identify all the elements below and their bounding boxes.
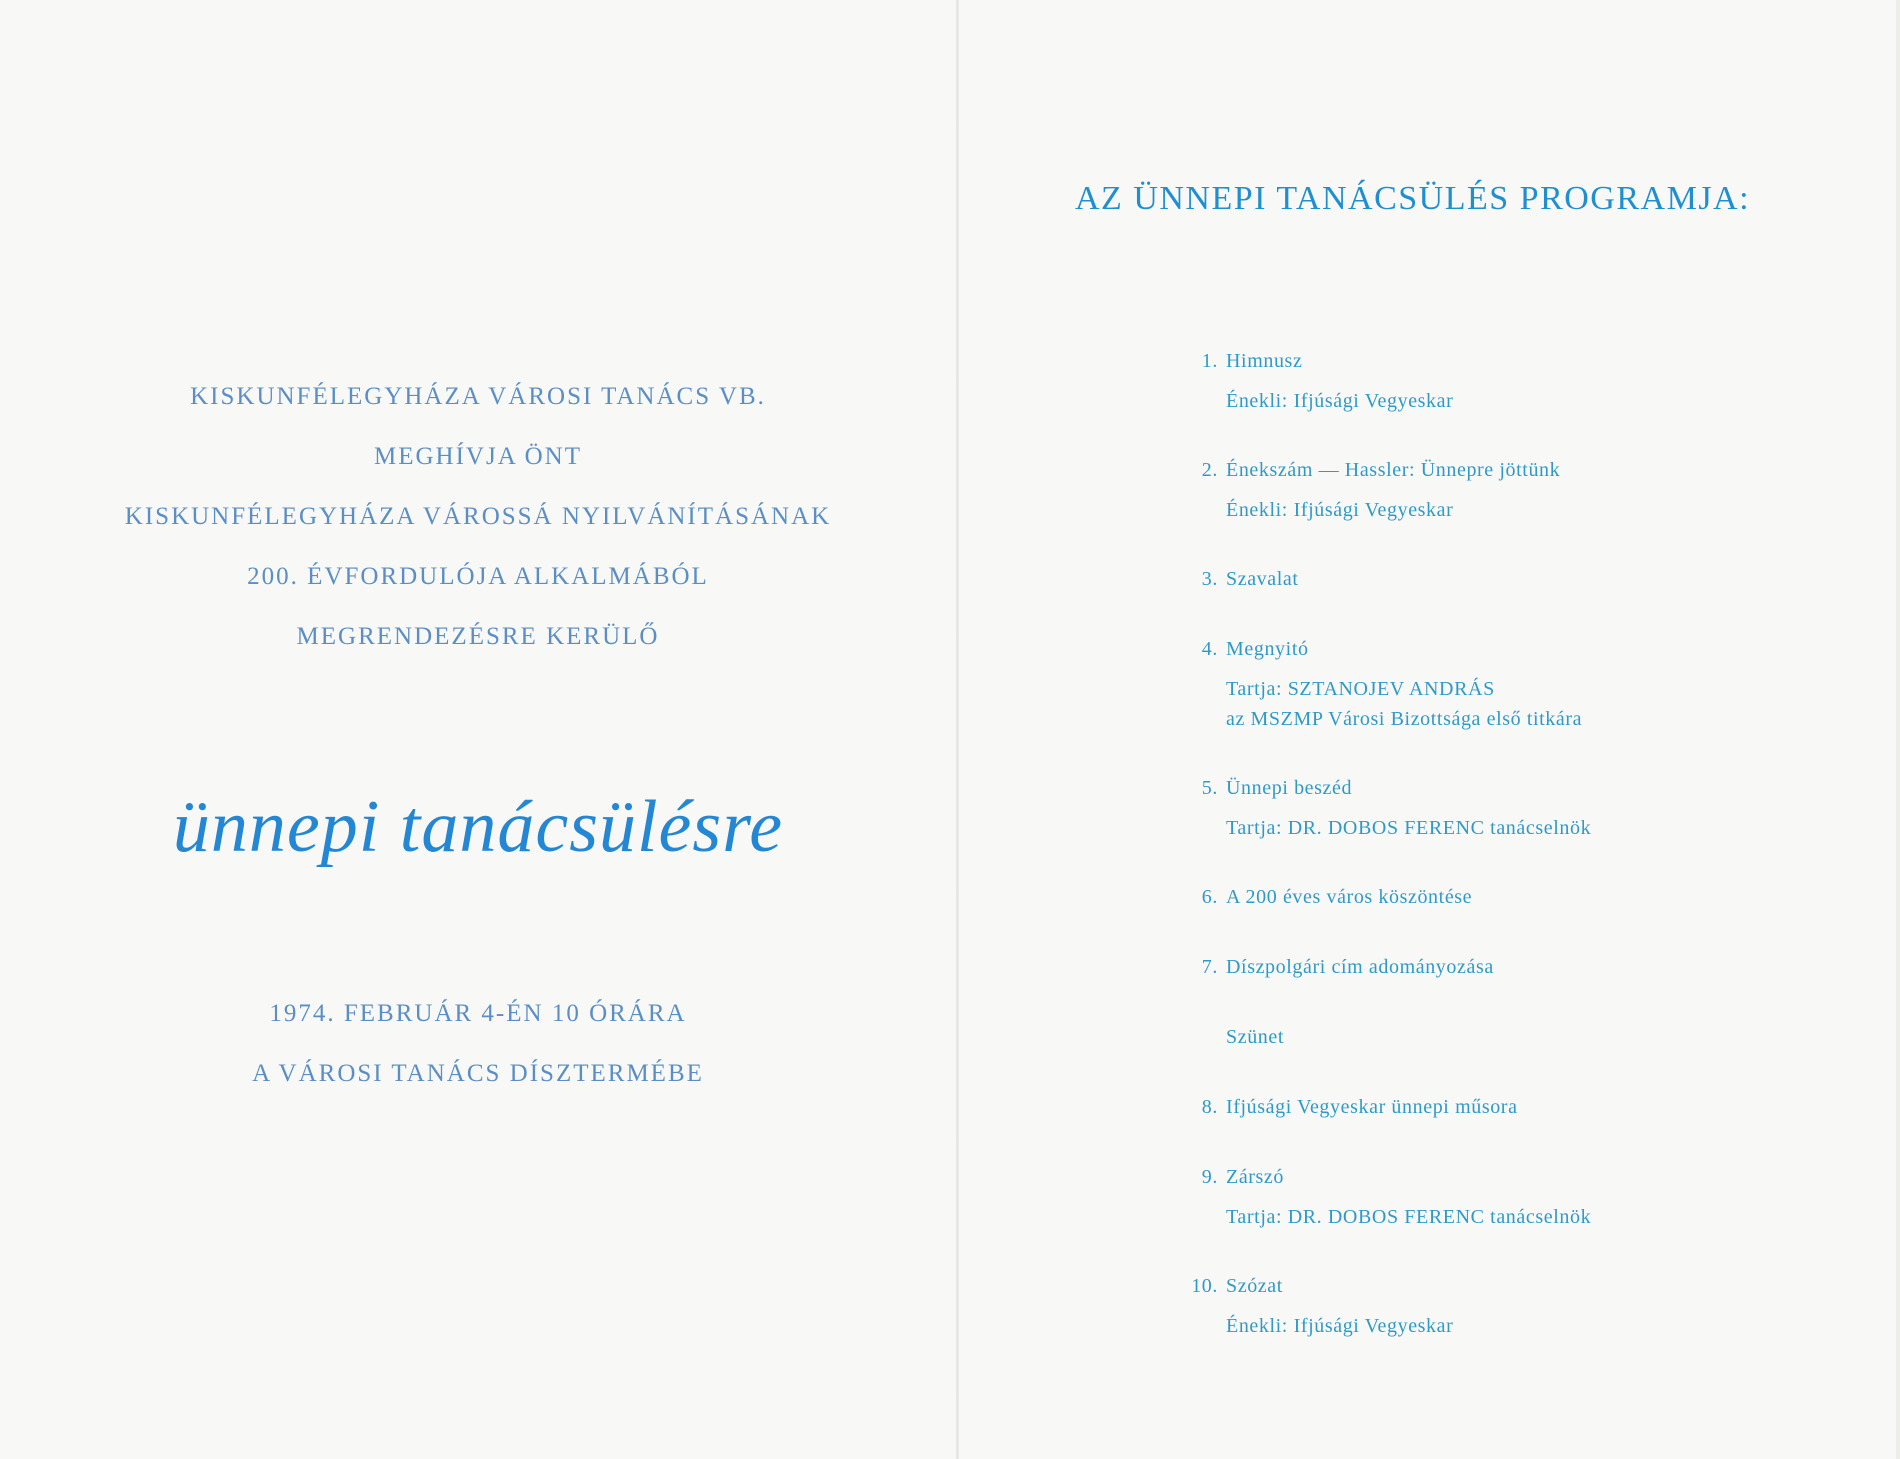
invitation-line: MEGRENDEZÉSRE KERÜLŐ: [296, 623, 660, 650]
program-title: AZ ÜNNEPI TANÁCSÜLÉS PROGRAMJA:: [1075, 180, 1751, 217]
invitation-line: 200. ÉVFORDULÓJA ALKALMÁBÓL: [247, 563, 709, 590]
item-title: Énekszám — Hassler: Ünnepre jöttünk: [1226, 459, 1561, 481]
item-title: Ünnepi beszéd: [1226, 777, 1353, 799]
item-detail: Tartja: SZTANOJEV ANDRÁS: [1226, 678, 1495, 700]
item-number: 8.: [1201, 1096, 1218, 1118]
program-item: [1170, 634, 1850, 734]
item-number: 5.: [1201, 777, 1218, 799]
item-title: A 200 éves város köszöntése: [1226, 886, 1473, 908]
item-number: 2.: [1201, 459, 1218, 481]
invitation-line: KISKUNFÉLEGYHÁZA VÁROSI TANÁCS VB.: [190, 383, 766, 410]
program-item: [1170, 1092, 1850, 1122]
item-title: Himnusz: [1226, 350, 1303, 372]
item-number: 6.: [1201, 886, 1218, 908]
item-number: 4.: [1201, 638, 1218, 660]
item-title: Megnyitó: [1226, 638, 1309, 660]
item-title: Ifjúsági Vegyeskar ünnepi műsora: [1226, 1096, 1518, 1118]
item-detail: Énekli: Ifjúsági Vegyeskar: [1226, 390, 1454, 412]
invitation-line: MEGHÍVJA ÖNT: [373, 443, 583, 470]
program-item: [1170, 1162, 1850, 1232]
item-number: 10.: [1191, 1275, 1218, 1297]
invitation-text: [0, 370, 956, 670]
item-title: Szünet: [1226, 1026, 1285, 1048]
item-detail: Tartja: DR. DOBOS FERENC tanácselnök: [1226, 1206, 1592, 1228]
item-title: Díszpolgári cím adományozása: [1226, 956, 1494, 978]
item-title: Zárszó: [1226, 1166, 1285, 1188]
event-date-place: [0, 987, 956, 1107]
item-number: 3.: [1201, 568, 1218, 590]
event-headline: ünnepi tanácsülésre: [172, 786, 784, 868]
item-detail: az MSZMP Városi Bizottsága első titkára: [1226, 708, 1583, 730]
invitation-line: KISKUNFÉLEGYHÁZA VÁROSSÁ NYILVÁNÍTÁSÁNAK: [124, 503, 832, 530]
item-detail: Tartja: DR. DOBOS FERENC tanácselnök: [1226, 817, 1592, 839]
item-title: Szavalat: [1226, 568, 1299, 590]
item-number: 1.: [1201, 350, 1218, 372]
item-title: Szózat: [1226, 1275, 1283, 1297]
program-item: [1170, 952, 1850, 982]
item-number: 9.: [1201, 1166, 1218, 1188]
program-item-intermission: [1170, 1022, 1850, 1052]
event-date: 1974. FEBRUÁR 4-ÉN 10 ÓRÁRA: [269, 1000, 687, 1027]
item-detail: Énekli: Ifjúsági Vegyeskar: [1226, 1315, 1454, 1337]
sheet-edge: [1896, 0, 1900, 1459]
item-detail: Énekli: Ifjúsági Vegyeskar: [1226, 499, 1454, 521]
item-number: 7.: [1201, 956, 1218, 978]
program-item: [1170, 564, 1850, 594]
program-item: [1170, 346, 1850, 416]
event-venue: A VÁROSI TANÁCS DÍSZTERMÉBE: [252, 1060, 704, 1087]
program-item: [1170, 1271, 1850, 1341]
program-item: [1170, 773, 1850, 843]
page-fold: [956, 0, 959, 1459]
program-item: [1170, 455, 1850, 525]
program-item: [1170, 882, 1850, 912]
